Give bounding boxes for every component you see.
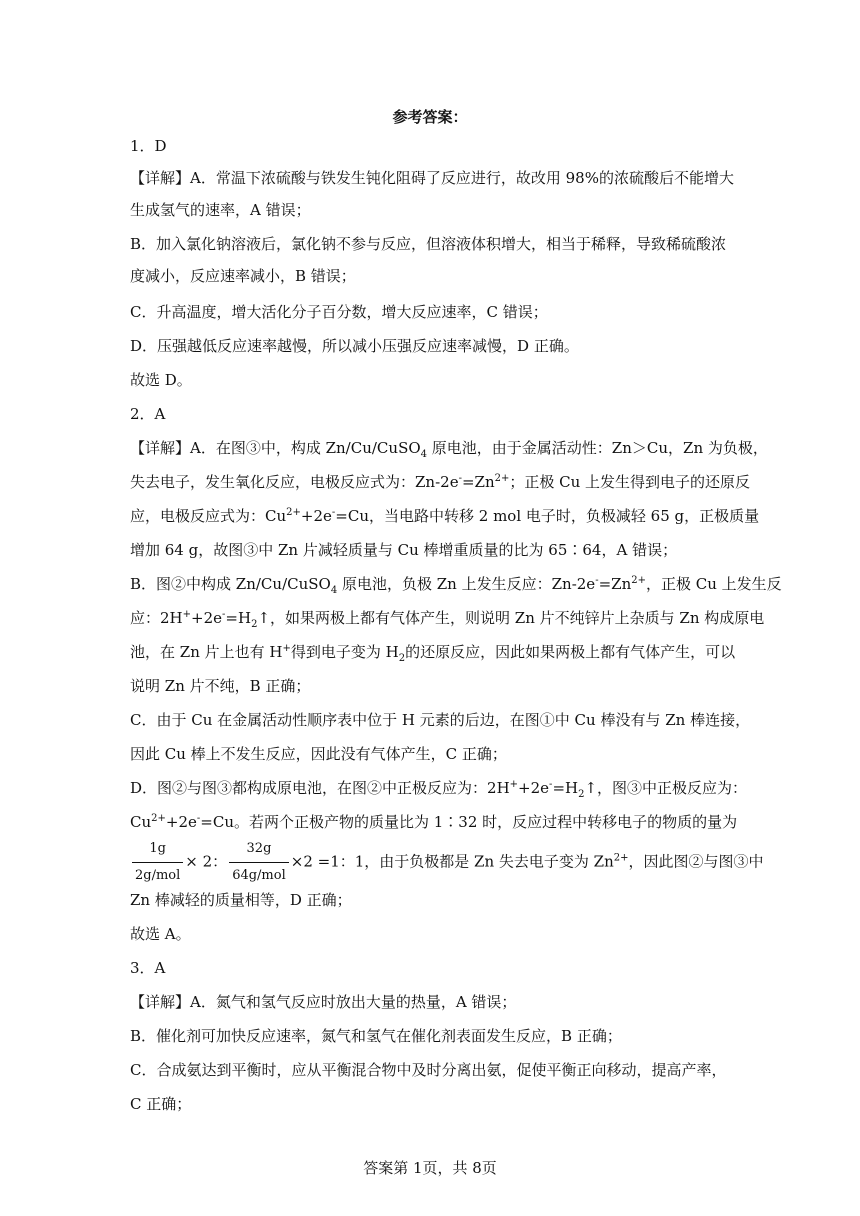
- q1-line-5: C．升高温度，增大活化分子百分数，增大反应速率，C 错误；: [130, 303, 548, 321]
- q1-line-1: 【详解】A．常温下浓硫酸与铁发生钝化阻碍了反应进行，故改用 98%的浓硫酸后不能增大: [130, 169, 734, 187]
- q3-line-1: 【详解】A．氮气和氢气反应时放出大量的热量，A 错误；: [130, 993, 517, 1011]
- q1-line-6: D．压强越低反应速率越慢，所以减小压强反应速率减慢，D 正确。: [130, 337, 579, 355]
- fraction-2: $\frac{32g}{\text{64g/mol}}$: [229, 838, 289, 887]
- q2-line-7: 池，在 Zn 片上也有 H+得到电子变为 $H_2$的还原反应，因此如果两极上都有气体产生，可以: [130, 643, 736, 664]
- q2-line-10: 因此 Cu 棒上不发生反应，因此没有气体产生，C 正确；: [130, 745, 507, 763]
- q2-line-3: 应，电极反应式为：$Cu^{2+}+2e^-=Cu$，当电路中转移 2 mol 电子时，负极减轻 65 g，正极质量: [130, 507, 760, 525]
- q2-line-5: B．图②中构成 Zn/Cu/CuSO$_4$ 原电池，负极 Zn 上发生反应：$Zn-2e^-=Zn^{2+}$，正极 Cu 上发生反: [130, 575, 782, 596]
- q2-answer: 2．A: [130, 405, 166, 423]
- q2-line-11: D．图②与图③都构成原电池，在图②中正极反应为：$2H^++2e^-=H_2↑$，图③中正极反应为：: [130, 779, 748, 800]
- q2-line-15: 故选 A。: [130, 925, 191, 943]
- q2-line-1: 【详解】A．在图③中，构成 Zn/Cu/CuSO$_4$ 原电池，由于金属活动性：Zn＞Cu，Zn 为负极，: [130, 439, 768, 460]
- q2-line-13-formula: $\frac{1g}{\text{2g/mol}}$ × 2： $\frac{32g}{\text{64g/mol}}$ ×2 =1：1，由于负极都是 Zn 失去电子变为 $Zn^{2+}$，因此图②与图③中: [130, 838, 730, 887]
- q2-line-12: $Cu^{2+}+2e^-=Cu$。若两个正极产物的质量比为 1∶32 时，反应过程中转移电子的物质的量为: [130, 813, 738, 831]
- fraction-1: $\frac{1g}{\text{2g/mol}}$: [132, 838, 183, 887]
- q2-line-6: 应：$2H^++2e^-=H_2↑$，如果两极上都有气体产生，则说明 Zn 片不纯锌片上杂质与 Zn 构成原电: [130, 609, 765, 630]
- page-title: 参考答案：: [392, 108, 468, 126]
- q3-line-3: C．合成氨达到平衡时，应从平衡混合物中及时分离出氨，促使平衡正向移动，提高产率，: [130, 1061, 727, 1079]
- q2-line-8: 说明 Zn 片不纯，B 正确；: [130, 677, 311, 695]
- q2-line-4: 增加 64 g，故图③中 Zn 片减轻质量与 Cu 棒增重质量的比为 65∶64，A 错误；: [130, 541, 678, 559]
- q2-line-2: 失去电子，发生氧化反应，电极反应式为：$Zn-2e^-=Zn^{2+}$；正极 Cu 上发生得到电子的还原反: [130, 473, 751, 491]
- q3-line-2: B．催化剂可加快反应速率，氮气和氢气在催化剂表面发生反应，B 正确；: [130, 1027, 622, 1045]
- q3-answer: 3．A: [130, 959, 166, 977]
- q3-line-4: C 正确；: [130, 1095, 192, 1113]
- page-footer: 答案第 1页，共 8页: [363, 1159, 497, 1177]
- q1-answer: 1．D: [130, 137, 167, 155]
- q2-line-14: Zn 棒减轻的质量相等，D 正确；: [130, 891, 352, 909]
- q1-line-3: B．加入氯化钠溶液后，氯化钠不参与反应，但溶液体积增大，相当于稀释，导致稀硫酸浓: [130, 235, 727, 253]
- q2-line-9: C．由于 Cu 在金属活动性顺序表中位于 H 元素的后边，在图①中 Cu 棒没有与 Zn 棒连接，: [130, 711, 751, 729]
- q1-line-7: 故选 D。: [130, 371, 192, 389]
- q1-line-4: 度减小，反应速率减小，B 错误；: [130, 267, 356, 285]
- q1-line-2: 生成氢气的速率，A 错误；: [130, 201, 311, 219]
